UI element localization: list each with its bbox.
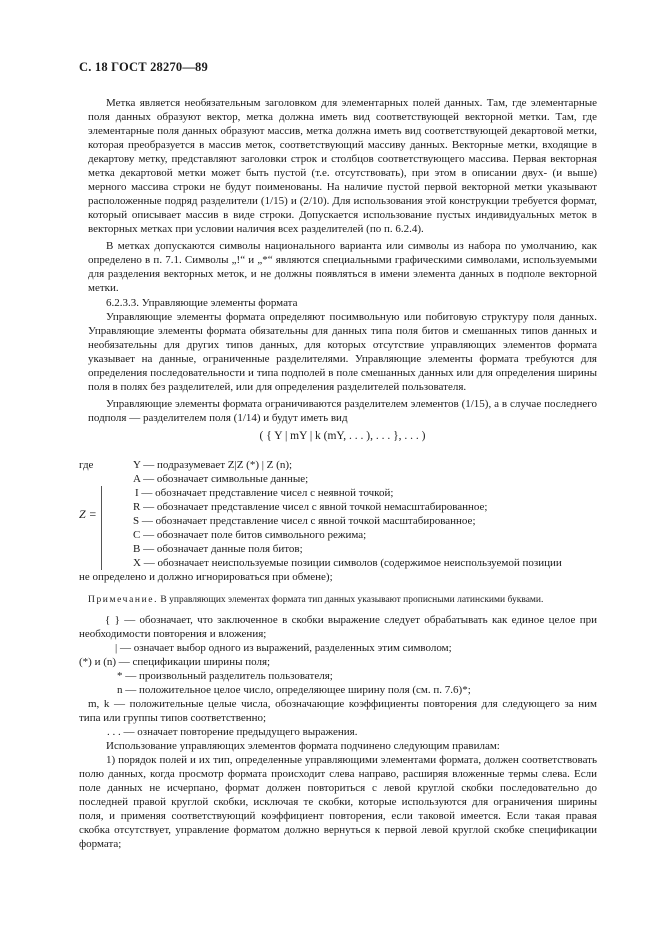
paragraph-format-controls: Управляющие элементы формата определяют посимвольную или побитовую структуру поля данных. Управляющие элементы формата обязательны для данных типа поля битов и смешанных типов данных и необязательны для других типов данных, для которых отсутствие управляющих элементов формата указывает на данные, ограниченные разделителями. Управляющие элементы формата требуются для определения последовательности и типа подполей в поле смешанных данных или для определения ширины поля в полях без разделителей, или для определения разделителей пользователя. xyxy=(88,311,597,393)
def-dots: . . . — означает повторение предыдущего выражения. xyxy=(107,725,358,738)
brace-mark xyxy=(101,486,105,570)
def-bar: | — означает выбор одного из выражений, разделенных этим символом; xyxy=(115,641,452,654)
note-label: Примечание. xyxy=(88,595,159,605)
format-formula: ( { Y | mY | k (mY, . . . ), . . . }, . . . ) xyxy=(259,430,426,442)
where-label: где xyxy=(79,459,94,471)
body-text xyxy=(88,96,597,455)
def-item: I — обозначает представление чисел с неявной точкой; xyxy=(135,487,394,499)
page-header: С. 18 ГОСТ 28270—89 xyxy=(79,60,208,74)
note-text: В управляющих элементах формата тип данных указывают прописными латинскими буквами. xyxy=(158,595,544,605)
rules-intro: Использование управляющих элементов формата подчинено следующим правилам: xyxy=(106,739,500,752)
paragraph-format-limits: Управляющие элементы формата ограничиваются разделителем элементов (1/15), а в случае последнего подполя — разделителем поля (1/14) и будут иметь вид xyxy=(88,398,597,424)
def-braces: { } — обозначает, что заключенное в скобки выражение следует обрабатывать как единое целое при необходимости повторения и вложения; xyxy=(79,613,597,640)
paragraph-label-symbols: В метках допускаются символы национального варианта или символы из набора по умолчанию, как определено в п. 7.1. Символы „!“ и „*“ являются специальными графическими символами, используемыми для разделения векторных меток, и не должны появляться в имени элемента данных в подполе векторной метки. xyxy=(88,240,597,294)
def-item: R — обозначает представление чисел с явной точкой немасштабированное; xyxy=(133,501,488,513)
section-heading: 6.2.3.3. Управляющие элементы формата xyxy=(106,297,298,309)
z-label: Z = xyxy=(79,507,97,521)
definitions-list xyxy=(79,458,597,851)
paragraph-label-description: Метка является необязательным заголовком для элементарных полей данных. Там, где элементарные поля данных образуют вектор, метка должна иметь вид соответствующей векторной метки. Там, где элементарные поля данных образуют массив, метка должна иметь вид соответствующей декартовой метки, которая преобразуется в массив меток, соответствующий массиву данных. Векторные метки, входящие в декартову метку, представляют заголовки строк и столбцов соответствующего массива. Первая векторная метка декартовой метки может быть пустой (т.е. отсутствовать), при этом в описании двух- (и выше) мерного массива строки не будут поименованы. На наличие пустой первой векторной метки указывают расположенные подряд разделители (1/15) и (2/10). Для использования этой конструкции требуется формат, который описывает массив в виде строки. Допускается использование пустых индивидуальных меток в векторных метках при условии наличия всех разделителей (по п. 6.2.4). xyxy=(88,97,597,235)
def-item: B — обозначает данные поля битов; xyxy=(133,543,303,555)
def-n: n — положительное целое число, определяющее ширину поля (см. п. 7.6)*; xyxy=(117,683,471,696)
def-mk: m, k — положительные целые числа, обозначающие коэффициенты повторения для следующего за ним типа или группы типов соответственно; xyxy=(79,697,597,724)
def-item: Y — подразумевает Z|Z (*) | Z (n); xyxy=(133,459,293,471)
def-widths: (*) и (n) — спецификации ширины поля; xyxy=(79,655,271,668)
def-item: C — обозначает поле битов символьного режима; xyxy=(133,529,367,541)
def-item: A — обозначает символьные данные; xyxy=(133,473,309,485)
rule-1: 1) порядок полей и их тип, определенные управляющими элементами формата, должен соответствовать полю данных, когда просмотр формата происходит слева направо, расширяя вложенные термы слева. Если поле данных не исчерпано, формат должен повториться с левой круглой скобки последовательно до последней правой круглой скобки, исключая те скобки, которые используются для ограничения ширины поля, и применяя соответствующий коэффициент повторения, если таковой имеется. Если такая правая скобка отсутствует, управление форматом должно вернуться к первой левой круглой скобке спецификации формата; xyxy=(79,753,597,850)
def-item: S — обозначает представление чисел с явной точкой масштабированное; xyxy=(133,515,476,527)
note xyxy=(79,594,597,607)
def-continuation: не определено и должно игнорироваться при обмене); xyxy=(79,571,333,583)
def-star: * — произвольный разделитель пользователя; xyxy=(117,669,333,682)
def-item: X — обозначает неиспользуемые позиции символов (содержимое неиспользуемой позиции xyxy=(133,557,562,569)
